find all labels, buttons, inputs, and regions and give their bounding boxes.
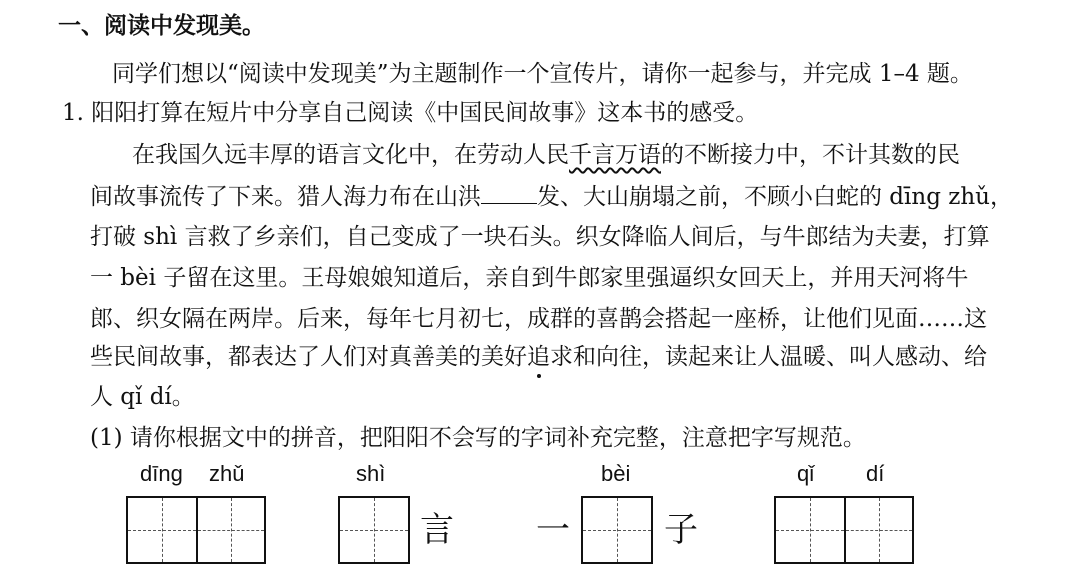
wavy-underlined-phrase: 千言万语: [569, 142, 661, 168]
pinyin-label: shì: [356, 461, 386, 486]
pinyin-label: dīng: [140, 461, 183, 486]
writing-cell[interactable]: [583, 498, 651, 562]
passage-line-7: 人 qǐ dí。: [90, 384, 195, 410]
dotted-emphasis-char: 追: [527, 344, 550, 370]
pinyin-label: bèi: [601, 461, 631, 486]
question-1: 1. 阳阳打算在短片中分享自己阅读《中国民间故事》这本书的感受。: [62, 100, 759, 126]
writing-grid-shi[interactable]: [338, 496, 410, 564]
fill-in-blank[interactable]: [481, 183, 537, 204]
passage-text: 间故事流传了下来。猎人海力布在山洪: [90, 184, 481, 210]
grid-suffix-char: 言: [420, 510, 454, 550]
pinyin-label: zhǔ: [209, 461, 245, 486]
writing-grid-qidi[interactable]: [774, 496, 914, 564]
passage-line-6: [90, 343, 987, 371]
passage-line-3: 打破 shì 言救了乡亲们，自己变成了一块石头。织女降临人间后，与牛郎结为夫妻，打算: [90, 224, 990, 250]
pinyin-label: dí: [866, 461, 885, 486]
writing-grid-bei[interactable]: [581, 496, 653, 564]
grid-prefix-char: 一: [536, 510, 570, 550]
section-heading: 一、阅读中发现美。: [58, 13, 265, 39]
passage-line-5: 郎、织女隔在两岸。后来，每年七月初七，成群的喜鹊会搭起一座桥，让他们见面……这: [90, 306, 987, 332]
passage-line-4: 一 bèi 子留在这里。王母娘娘知道后，亲自到牛郎家里强逼织女回天上，并用天河将牛: [90, 265, 969, 291]
passage-text: 在我国久远丰厚的语言文化中，在劳动人民: [132, 142, 569, 168]
intro-text: 同学们想以“阅读中发现美”为主题制作一个宣传片，请你一起参与，并完成 1–4 题。: [112, 61, 973, 87]
passage-text: 的不断接力中，不计其数的民: [661, 142, 960, 168]
writing-cell[interactable]: [776, 498, 844, 562]
writing-cell[interactable]: [340, 498, 408, 562]
pinyin-label: qǐ: [797, 461, 815, 486]
passage-line-1: [132, 141, 960, 169]
passage-text: 发、大山崩塌之前，不顾小白蛇的 dīng zhǔ，: [537, 184, 1013, 210]
writing-cell[interactable]: [844, 498, 912, 562]
sub-question-1: (1) 请你根据文中的拼音，把阳阳不会写的字词补充完整，注意把字写规范。: [90, 425, 866, 451]
grid-suffix-char: 子: [664, 510, 698, 550]
passage-text: 些民间故事，都表达了人们对真善美的美好: [90, 344, 527, 370]
writing-cell[interactable]: [196, 498, 264, 562]
passage-line-2: [90, 183, 1013, 211]
writing-grid-dingzhu[interactable]: [126, 496, 266, 564]
writing-cell[interactable]: [128, 498, 196, 562]
passage-text: 求和向往，读起来让人温暖、叫人感动、给: [550, 344, 987, 370]
